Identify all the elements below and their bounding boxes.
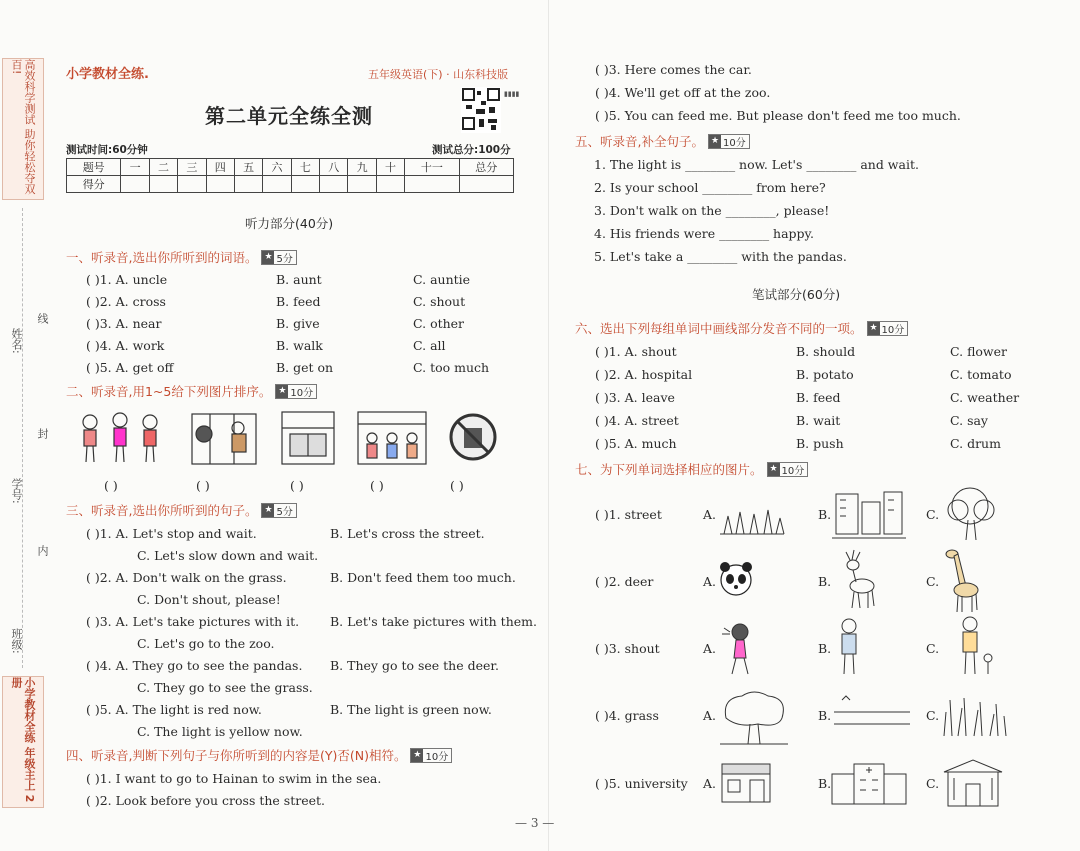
brand-text: 小学教材全练 (66, 67, 145, 82)
s7-item-4: ( )4. grass (595, 708, 659, 723)
s4-item-5: ( )5. You can feed me. But please don't feed me too much. (595, 108, 961, 123)
deer-icon (838, 548, 878, 612)
option-label: C. (926, 641, 940, 656)
option-label: C. (926, 776, 940, 791)
cut-line (22, 208, 23, 668)
order-blank-3[interactable]: ( ) (290, 478, 304, 493)
test-total: 测试总分:100分 (432, 144, 511, 156)
section-5-title (575, 132, 750, 150)
picture-children-icon (76, 410, 166, 466)
section-7-title (575, 460, 808, 478)
s1-item-2-a: ( )2. A. cross (86, 294, 166, 309)
s1-item-3-c: C. other (413, 316, 465, 331)
score-cell: 一 (121, 159, 149, 176)
test-time: 测试时间:60分钟 (66, 144, 148, 156)
s1-item-5-b: B. get on (276, 360, 334, 375)
score-cell: 七 (291, 159, 319, 176)
s3-item-3-c: C. Let's go to the zoo. (137, 636, 275, 651)
score-badge (261, 250, 296, 265)
picture-zoo-feed-icon (190, 410, 258, 466)
boy-standing-icon (834, 616, 864, 678)
score-text: 10分 (781, 465, 805, 477)
picture-bus-window-icon (280, 410, 336, 466)
panda-icon (718, 560, 754, 600)
s1-item-3-a: ( )3. A. near (86, 316, 162, 331)
university-gate-icon (940, 756, 1006, 808)
s7-item-1: ( )1. street (595, 507, 662, 522)
score-text: 10分 (425, 751, 449, 763)
spine-brand: 小学教材全练 年级主上 2 册 (2, 676, 44, 808)
s4-item-3: ( )3. Here comes the car. (595, 62, 752, 77)
score-cell: 十 (376, 159, 404, 176)
score-badge (767, 462, 809, 477)
listening-header: 听力部分(40分) (245, 216, 334, 231)
s3-item-2-a: ( )2. A. Don't walk on the grass. (86, 570, 287, 585)
s4-item-2: ( )2. Look before you cross the street. (86, 793, 325, 808)
order-blank-2[interactable]: ( ) (196, 478, 210, 493)
score-input[interactable] (320, 176, 348, 193)
s3-item-5-b: B. The light is green now. (330, 702, 492, 717)
s6-item-5-b: B. push (796, 436, 844, 451)
s3-item-1-b: B. Let's cross the street. (330, 526, 485, 541)
qr-code-icon (461, 87, 501, 133)
s4-item-1: ( )1. I want to go to Hainan to swim in the sea. (86, 771, 382, 786)
section-title-text: 六、选出下列每组单词中画线部分发音不同的一项。 (575, 321, 863, 336)
score-text: 5分 (276, 253, 293, 265)
score-table-row (67, 176, 514, 193)
s5-item-2: 2. Is your school ________ from here? (594, 180, 826, 195)
line-mark: 线 (36, 313, 49, 324)
s6-item-2-a: ( )2. A. hospital (595, 367, 693, 382)
s3-item-1-c: C. Let's slow down and wait. (137, 548, 319, 563)
shouting-girl-icon (716, 618, 760, 678)
score-cell: 得分 (67, 176, 121, 193)
score-text: 10分 (722, 137, 746, 149)
brand-suffix: . (144, 67, 149, 82)
s3-item-2-b: B. Don't feed them too much. (330, 570, 516, 585)
s1-item-4-b: B. walk (276, 338, 323, 353)
score-text: 5分 (276, 506, 293, 518)
number-label: 学号: (10, 478, 23, 504)
option-label: B. (818, 708, 832, 723)
option-label: A. (703, 507, 717, 522)
order-blank-1[interactable]: ( ) (104, 478, 118, 493)
option-label: B. (818, 776, 832, 791)
spine-slogan: 高效科学测试 助你轻松夺双百! (2, 58, 44, 200)
section-1-title (66, 248, 297, 266)
s6-item-3-a: ( )3. A. leave (595, 390, 675, 405)
score-cell: 二 (149, 159, 177, 176)
score-badge (261, 503, 296, 518)
s7-item-3: ( )3. shout (595, 641, 660, 656)
s5-item-5: 5. Let's take a ________ with the pandas. (594, 249, 847, 264)
score-input[interactable] (234, 176, 262, 193)
s7-item-5: ( )5. university (595, 776, 688, 791)
score-table (66, 158, 514, 193)
option-label: A. (703, 574, 717, 589)
shop-building-icon (718, 760, 774, 804)
star-icon: ★ (769, 464, 778, 474)
star-icon: ★ (278, 386, 287, 396)
boy-with-flower-icon (956, 614, 996, 678)
order-blank-5[interactable]: ( ) (450, 478, 464, 493)
section-title-text: 四、听录音,判断下列句子与你所听到的内容是(Y)否(N)相符。 (66, 748, 407, 763)
meadow-icon (832, 694, 912, 734)
s6-item-4-b: B. wait (796, 413, 841, 428)
section-title-text: 二、听录音,用1~5给下列图片排序。 (66, 384, 272, 399)
score-cell: 题号 (67, 159, 121, 176)
option-label: C. (926, 507, 940, 522)
option-label: A. (703, 641, 717, 656)
picture-bus-passengers-icon (356, 410, 428, 466)
score-cell: 四 (206, 159, 234, 176)
score-input[interactable] (376, 176, 404, 193)
s6-item-2-c: C. tomato (950, 367, 1012, 382)
score-cell: 十一 (405, 159, 459, 176)
score-text: 10分 (290, 387, 314, 399)
score-input[interactable] (263, 176, 291, 193)
street-buildings-icon (832, 488, 906, 540)
s3-item-2-c: C. Don't shout, please! (137, 592, 281, 607)
s3-item-4-b: B. They go to see the deer. (330, 658, 499, 673)
star-icon: ★ (264, 505, 273, 515)
edition-line: 五年级英语(下) · 山东科技版 (368, 68, 509, 81)
score-cell: 八 (320, 159, 348, 176)
score-badge (708, 134, 750, 149)
s1-item-2-c: C. shout (413, 294, 466, 309)
s1-item-4-a: ( )4. A. work (86, 338, 165, 353)
s1-item-5-c: C. too much (413, 360, 490, 375)
s6-item-3-c: C. weather (950, 390, 1020, 405)
s3-item-3-a: ( )3. A. Let's take pictures with it. (86, 614, 300, 629)
score-badge (275, 384, 317, 399)
star-icon: ★ (710, 136, 720, 146)
option-label: B. (818, 574, 832, 589)
score-input[interactable] (206, 176, 234, 193)
hospital-building-icon (830, 760, 910, 806)
qr-caption: ▮▮▮▮ (504, 90, 520, 98)
score-input[interactable] (121, 176, 149, 193)
score-input[interactable] (178, 176, 206, 193)
s3-item-4-a: ( )4. A. They go to see the pandas. (86, 658, 303, 673)
score-badge (867, 321, 909, 336)
s3-item-5-a: ( )5. A. The light is red now. (86, 702, 262, 717)
score-input[interactable] (405, 176, 459, 193)
score-badge (410, 748, 452, 763)
section-title-text: 一、听录音,选出你所听到的词语。 (66, 250, 258, 265)
giraffe-icon (942, 546, 982, 614)
brand (66, 63, 149, 82)
s6-item-5-c: C. drum (950, 436, 1001, 451)
score-input[interactable] (459, 176, 513, 193)
s3-item-4-c: C. They go to see the grass. (137, 680, 313, 695)
option-label: B. (818, 507, 832, 522)
name-label: 姓名: (10, 328, 23, 354)
page-number: — 3 — (515, 816, 555, 830)
s6-item-2-b: B. potato (796, 367, 854, 382)
s5-item-3: 3. Don't walk on the ________, please! (594, 203, 830, 218)
s3-item-3-b: B. Let's take pictures with them. (330, 614, 537, 629)
section-title-text: 七、为下列单词选择相应的图片。 (575, 462, 763, 477)
page-title: 第二单元全练全测 (205, 104, 373, 128)
option-label: A. (703, 708, 717, 723)
section-title-text: 五、听录音,补全句子。 (575, 134, 704, 149)
s1-item-5-a: ( )5. A. get off (86, 360, 174, 375)
score-table-row (67, 159, 514, 176)
big-tree-icon (718, 688, 790, 746)
option-label: B. (818, 641, 832, 656)
s5-item-4: 4. His friends were ________ happy. (594, 226, 814, 241)
s6-item-4-a: ( )4. A. street (595, 413, 679, 428)
score-cell: 总分 (459, 159, 513, 176)
section-4-title (66, 746, 452, 764)
star-icon: ★ (869, 323, 878, 333)
order-blank-4[interactable]: ( ) (370, 478, 384, 493)
page-fold (548, 0, 549, 851)
tall-grass-icon (940, 694, 1010, 738)
star-icon: ★ (264, 252, 273, 262)
s3-item-1-a: ( )1. A. Let's stop and wait. (86, 526, 257, 541)
s6-item-1-b: B. should (796, 344, 856, 359)
score-input[interactable] (149, 176, 177, 193)
s5-item-1: 1. The light is ________ now. Let's ________ and wait. (594, 157, 919, 172)
s1-item-1-a: ( )1. A. uncle (86, 272, 168, 287)
section-3-title (66, 501, 297, 519)
section-6-title (575, 319, 908, 337)
s1-item-1-b: B. aunt (276, 272, 322, 287)
s1-item-1-c: C. auntie (413, 272, 471, 287)
score-cell: 三 (178, 159, 206, 176)
s3-item-5-c: C. The light is yellow now. (137, 724, 303, 739)
score-cell: 五 (234, 159, 262, 176)
s4-item-4: ( )4. We'll get off at the zoo. (595, 85, 771, 100)
grade-text: 五年级英语(下) (368, 68, 443, 81)
option-label: C. (926, 574, 940, 589)
s6-item-1-c: C. flower (950, 344, 1008, 359)
s1-item-3-b: B. give (276, 316, 320, 331)
seal-mark: 封 (36, 428, 49, 439)
score-text: 10分 (881, 324, 905, 336)
tree-icon (940, 486, 1002, 542)
s6-item-1-a: ( )1. A. shout (595, 344, 677, 359)
s6-item-4-c: C. say (950, 413, 988, 428)
section-2-title (66, 382, 317, 400)
s6-item-5-a: ( )5. A. much (595, 436, 677, 451)
no-feeding-sign-icon (448, 412, 498, 462)
class-label: 班级: (10, 628, 23, 654)
star-icon: ★ (413, 750, 422, 760)
grass-field-icon (718, 494, 786, 538)
nei-mark: 内 (36, 545, 49, 556)
option-label: A. (703, 776, 717, 791)
s6-item-3-b: B. feed (796, 390, 841, 405)
option-label: C. (926, 708, 940, 723)
s7-item-2: ( )2. deer (595, 574, 654, 589)
spine (0, 58, 48, 808)
score-cell: 六 (263, 159, 291, 176)
score-cell: 九 (348, 159, 376, 176)
score-input[interactable] (291, 176, 319, 193)
score-input[interactable] (348, 176, 376, 193)
s1-item-2-b: B. feed (276, 294, 321, 309)
s1-item-4-c: C. all (413, 338, 446, 353)
writing-header: 笔试部分(60分) (752, 287, 841, 302)
section-title-text: 三、听录音,选出你所听到的句子。 (66, 503, 258, 518)
edition-text: 山东科技版 (453, 68, 509, 81)
